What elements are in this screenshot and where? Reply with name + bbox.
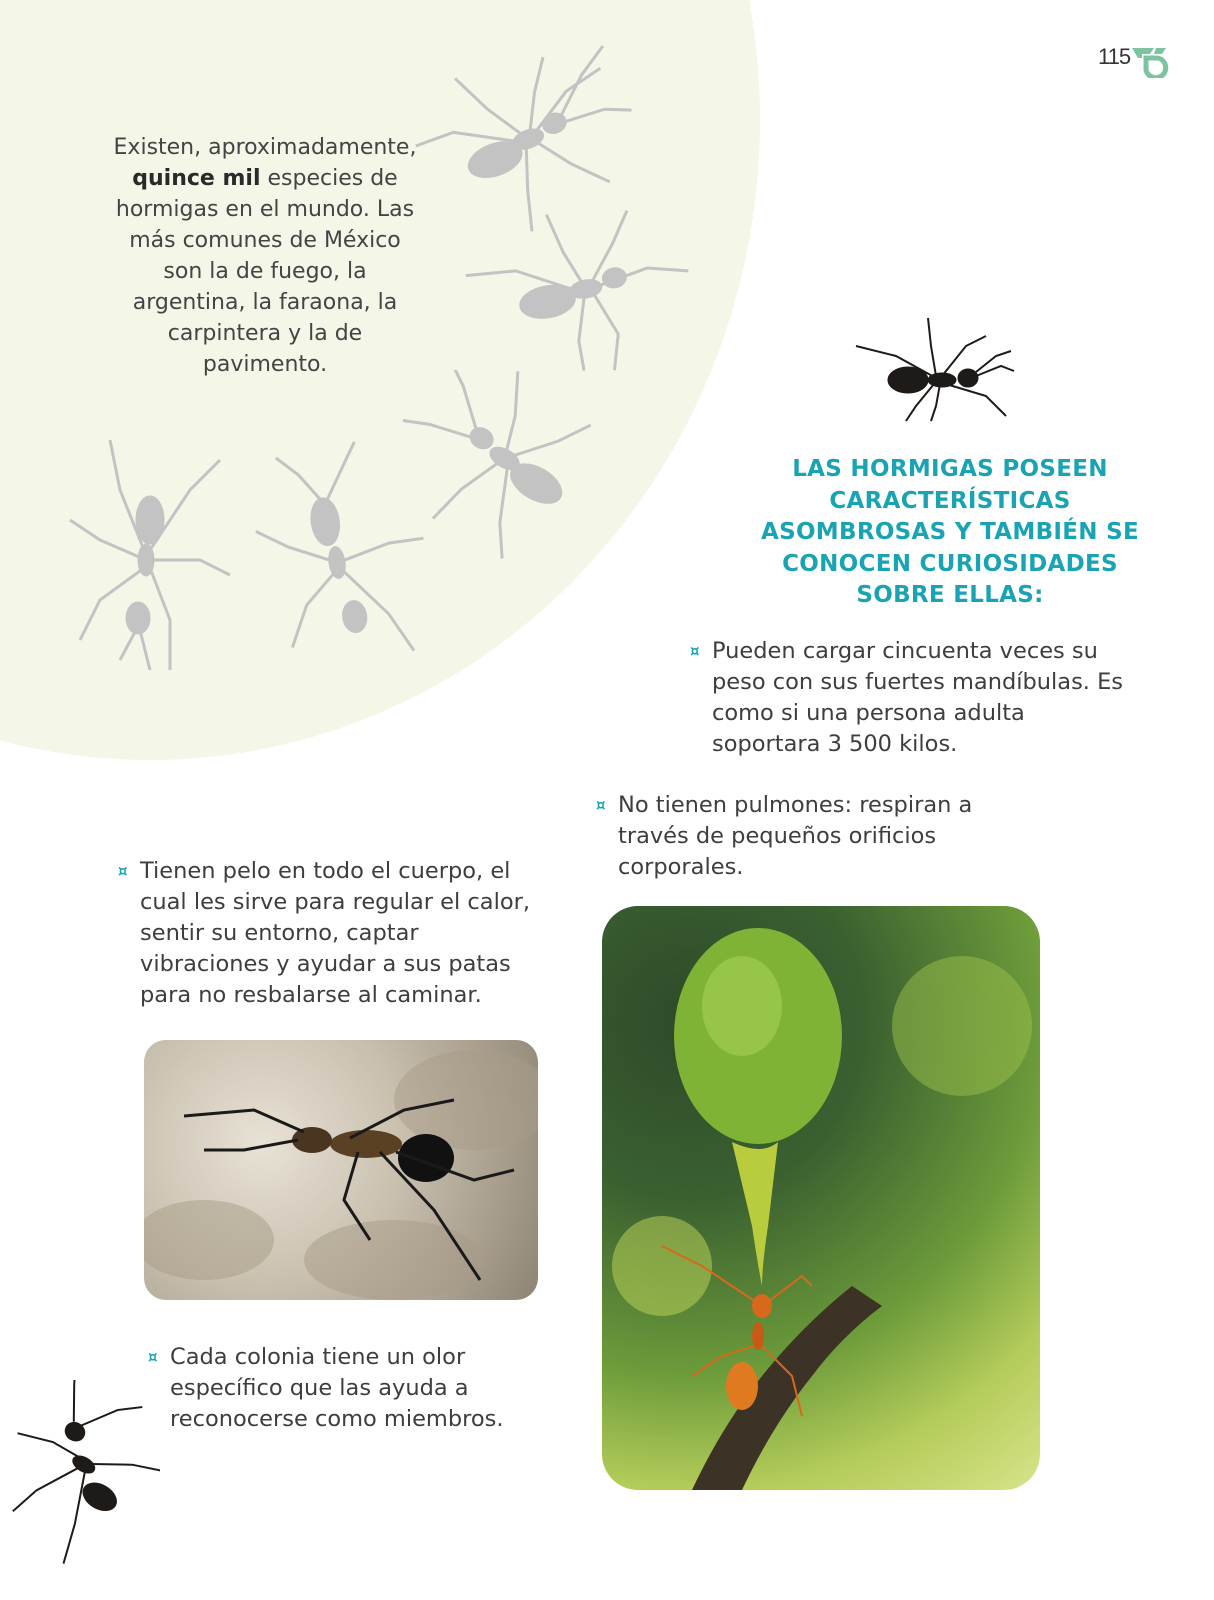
ant-icon xyxy=(836,316,1016,426)
fact-item xyxy=(596,790,998,883)
bullet-icon: ¤ xyxy=(596,796,606,814)
fact-text: No tienen pulmones: respiran a través de pequeños orificios corporales. xyxy=(618,792,973,880)
fact-text: Cada colonia tiene un olor específico que las ayuda a reconocerse como miembros. xyxy=(170,1344,504,1432)
intro-lead: Existen, aproximadamente, xyxy=(113,135,417,160)
intro-bold: quince mil xyxy=(132,166,261,191)
intro-rest: especies de hormigas en el mundo. Las más comunes de México son la de fuego, la argentina, la faraona, la carpintera y la de pavimento. xyxy=(115,166,415,377)
bullet-icon: ¤ xyxy=(690,642,700,660)
section-heading: LAS HORMIGAS POSEEN CARACTERÍSTICAS ASOMBROSAS Y TAMBIÉN SE CONOCEN CURIOSIDADES SOBRE ELLAS: xyxy=(760,456,1140,608)
fact-item xyxy=(690,636,1132,760)
logo-icon xyxy=(1132,44,1172,78)
fact-item xyxy=(148,1342,530,1435)
photo-ant-on-soil xyxy=(144,1040,538,1300)
ant-silhouette-icon xyxy=(60,430,240,680)
photo-ant-carrying-fruit xyxy=(602,906,1040,1490)
ant-silhouette-icon xyxy=(250,440,430,670)
bullet-icon: ¤ xyxy=(148,1348,158,1366)
ant-silhouette-icon xyxy=(460,200,700,380)
fact-text: Tienen pelo en todo el cuerpo, el cual les sirve para regular el calor, sentir su entorno, captar vibraciones y ayudar a sus patas para no resbalarse al caminar. xyxy=(140,858,530,1008)
fruit-and-ant-subject xyxy=(602,906,1040,1490)
fact-text: Pueden cargar cincuenta veces su peso con sus fuertes mandíbulas. Es como si una persona adulta soportara 3 500 kilos. xyxy=(712,638,1124,757)
fact-item xyxy=(118,856,540,1011)
bullet-icon: ¤ xyxy=(118,862,128,880)
ant-icon xyxy=(0,1380,160,1570)
page-number: 115 xyxy=(1098,44,1131,69)
intro-text xyxy=(110,132,420,380)
ant-photo-subject xyxy=(144,1040,538,1300)
